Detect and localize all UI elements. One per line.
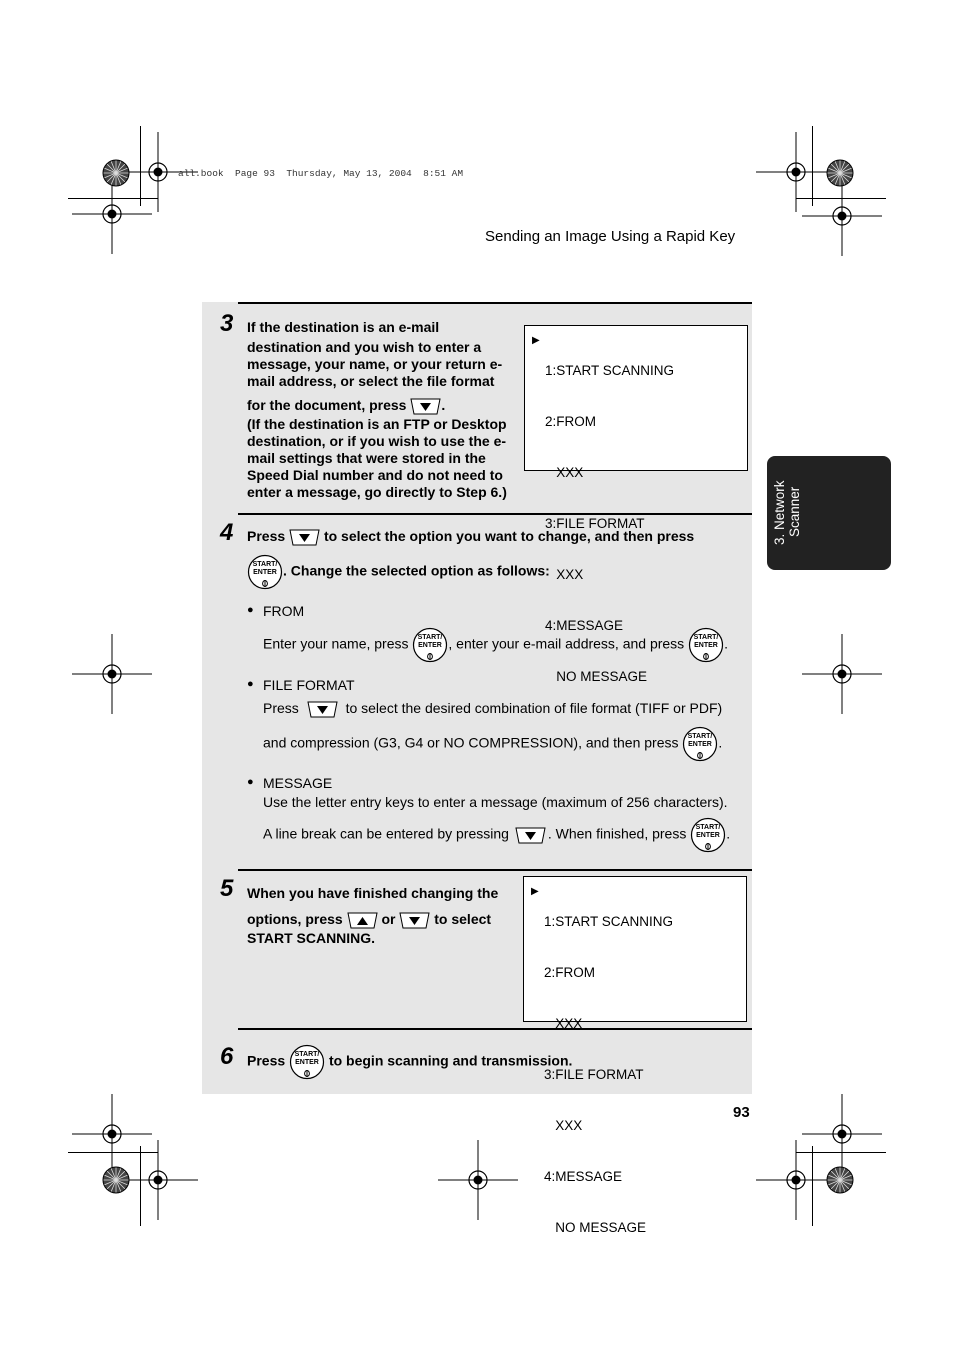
starburst-mark-icon <box>101 158 131 188</box>
svg-text:START/: START/ <box>294 1051 320 1058</box>
lcd-line: 4:MESSAGE <box>545 618 624 633</box>
down-arrow-button-icon <box>410 398 441 415</box>
step-number: 5 <box>220 875 234 902</box>
lcd-line: NO MESSAGE <box>545 669 648 684</box>
svg-text:ENTER: ENTER <box>253 569 277 576</box>
down-arrow-button-icon <box>289 529 320 546</box>
message-instruction: A line break can be entered by pressing . When finished, press START/ ENTER . <box>263 817 730 853</box>
print-info: all.book Page 93 Thursday, May 13, 2004 8:51 AM <box>178 168 464 179</box>
registration-mark-icon <box>802 176 882 256</box>
crop-line <box>812 1146 813 1226</box>
step4-instruction: Press to select the option you want to change, and then press <box>247 528 695 544</box>
down-arrow-button-icon <box>515 827 546 844</box>
starburst-mark-icon <box>825 158 855 188</box>
lcd-line: NO MESSAGE <box>544 1220 647 1235</box>
crop-line <box>796 1152 886 1153</box>
registration-mark-icon <box>802 634 882 714</box>
step-number: 3 <box>220 310 234 337</box>
option-title: MESSAGE <box>263 775 333 791</box>
lcd-line: 3:FILE FORMAT <box>544 1067 644 1082</box>
option-title: FROM <box>263 603 305 619</box>
start-enter-button-icon <box>412 627 448 663</box>
cursor-arrow-icon: ▶ <box>532 335 540 346</box>
registration-mark-icon <box>438 1140 518 1220</box>
page-number: 93 <box>733 1104 750 1121</box>
lcd-line: 2:FROM <box>544 965 596 980</box>
step-divider <box>238 869 752 871</box>
crop-line <box>796 198 886 199</box>
svg-text:START/: START/ <box>418 634 443 641</box>
file-format-instruction: and compression (G3, G4 or NO COMPRESSION), and then press START/ ENTER . <box>263 726 722 762</box>
lcd-line: XXX <box>545 465 584 480</box>
up-arrow-button-icon <box>347 912 378 929</box>
step-number: 4 <box>220 519 234 546</box>
step-divider <box>238 1028 752 1030</box>
crop-line <box>140 1146 141 1226</box>
svg-text:START/: START/ <box>693 634 719 641</box>
step-number: 6 <box>220 1043 234 1070</box>
svg-text:ENTER: ENTER <box>295 1059 319 1066</box>
start-enter-button-icon <box>688 627 724 663</box>
down-arrow-button-icon <box>307 701 338 718</box>
step-divider <box>238 513 752 515</box>
crop-line <box>68 198 158 199</box>
lcd-line: 4:MESSAGE <box>544 1169 623 1184</box>
svg-text:ENTER: ENTER <box>694 642 718 649</box>
cursor-arrow-icon: ▶ <box>531 886 539 897</box>
crop-line <box>68 1152 158 1153</box>
crop-line <box>812 126 813 206</box>
step3-instructions: If the destination is an e-mail destination and you wish to enter a message, your name, or your return e- mail address, or select the file format for the document, press . (If the destination is an FTP or Desktop destination, or if you wish to use the e- mail settings that were stored in the Speed Dial number and do not need to enter a message, go directly to Step 6.) <box>247 319 507 500</box>
start-enter-button-icon <box>289 1044 325 1080</box>
bullet: ● <box>247 776 254 788</box>
option-title: FILE FORMAT <box>263 677 355 693</box>
step4-instruction: START/ ENTER . Change the selected option as follows: <box>247 554 550 590</box>
svg-text:START/: START/ <box>695 824 721 831</box>
svg-text:START/: START/ <box>688 733 713 740</box>
bullet: ● <box>247 604 254 616</box>
svg-text:ENTER: ENTER <box>688 741 713 748</box>
svg-text:ENTER: ENTER <box>696 832 721 839</box>
step-divider <box>238 302 752 304</box>
svg-text:START/: START/ <box>252 561 278 568</box>
lcd-line: 1:START SCANNING <box>544 914 674 929</box>
starburst-mark-icon <box>825 1165 855 1195</box>
file-format-instruction: Press to select the desired combination of file format (TIFF or PDF) <box>263 700 723 716</box>
lcd-line: XXX <box>544 1016 583 1031</box>
lcd-line: 3:FILE FORMAT <box>545 516 645 531</box>
start-enter-button-icon <box>682 726 718 762</box>
registration-mark-icon <box>72 634 152 714</box>
lcd-line: 1:START SCANNING <box>545 363 675 378</box>
crop-line <box>140 126 141 206</box>
svg-text:ENTER: ENTER <box>418 642 443 649</box>
from-instruction: Enter your name, press START/ ENTER , enter your e-mail address, and press START/ ENTER . <box>263 627 728 663</box>
chapter-tab-label: 3. Network Scanner <box>772 480 802 545</box>
starburst-mark-icon <box>101 1165 131 1195</box>
start-enter-button-icon <box>247 554 283 590</box>
message-instruction: Use the letter entry keys to enter a message (maximum of 256 characters). <box>263 794 728 810</box>
bullet: ● <box>247 678 254 690</box>
page-header-title: Sending an Image Using a Rapid Key <box>485 228 736 245</box>
start-enter-button-icon <box>690 817 726 853</box>
step6-instruction: Press START/ ENTER to begin scanning and transmission. <box>247 1044 572 1080</box>
down-arrow-button-icon <box>399 912 430 929</box>
lcd-line: 2:FROM <box>545 414 597 429</box>
lcd-line: XXX <box>545 567 584 582</box>
step5-instructions: When you have finished changing the options, press or to select START SCANNING. <box>247 885 499 946</box>
lcd-line: XXX <box>544 1118 583 1133</box>
